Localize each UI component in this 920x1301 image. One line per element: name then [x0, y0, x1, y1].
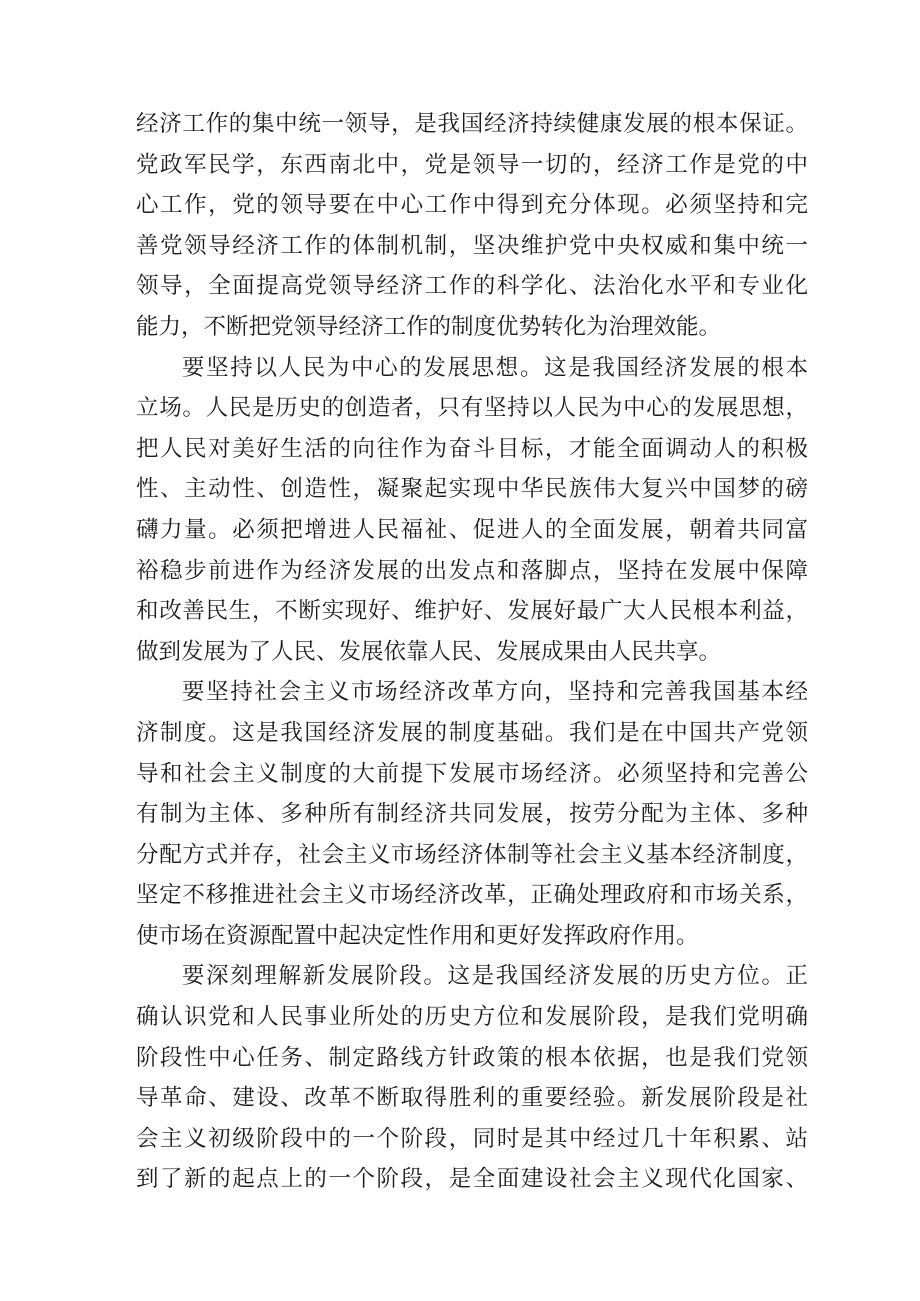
paragraph-1: [136, 104, 808, 348]
text-line: 坚定不移推进社会主义市场经济改革，正确处理政府和市场关系，: [136, 882, 808, 909]
text-line: 要深刻理解新发展阶段。这是我国经济发展的历史方位。正: [182, 963, 808, 990]
text-line: 善党领导经济工作的体制机制，坚决维护党中央权威和集中统一: [136, 232, 808, 259]
text-line: 性、主动性、创造性，凝聚起实现中华民族伟大复兴中国梦的磅: [136, 476, 808, 503]
text-line: 立场。人民是历史的创造者，只有坚持以人民为中心的发展思想，: [136, 395, 808, 422]
text-line: 有制为主体、多种所有制经济共同发展，按劳分配为主体、多种: [136, 801, 808, 828]
text-line: 领导，全面提高党领导经济工作的科学化、法治化水平和专业化: [136, 273, 808, 300]
text-line: 分配方式并存，社会主义市场经济体制等社会主义基本经济制度，: [136, 841, 808, 868]
text-line: 会主义初级阶段中的一个阶段，同时是其中经过几十年积累、站: [136, 1125, 808, 1152]
paragraph-2: [136, 348, 808, 673]
text-line: 确认识党和人民事业所处的历史方位和发展阶段，是我们党明确: [136, 1004, 808, 1031]
text-line: 心工作，党的领导要在中心工作中得到充分体现。必须坚持和完: [136, 192, 808, 219]
text-line: 和改善民生，不断实现好、维护好、发展好最广大人民根本利益，: [136, 598, 808, 625]
text-line: 导和社会主义制度的大前提下发展市场经济。必须坚持和完善公: [136, 760, 808, 787]
paragraph-3: [136, 672, 808, 956]
text-line: 到了新的起点上的一个阶段，是全面建设社会主义现代化国家、: [136, 1166, 808, 1193]
text-line: 礴力量。必须把增进人民福祉、促进人的全面发展，朝着共同富: [136, 516, 808, 543]
text-line: 经济工作的集中统一领导，是我国经济持续健康发展的根本保证。: [136, 111, 808, 137]
text-line: 阶段性中心任务、制定路线方针政策的根本依据，也是我们党领: [136, 1044, 808, 1071]
text-line: 济制度。这是我国经济发展的制度基础。我们是在中国共产党领: [136, 719, 808, 746]
text-line: 要坚持社会主义市场经济改革方向，坚持和完善我国基本经: [182, 679, 808, 706]
text-line: 导革命、建设、改革不断取得胜利的重要经验。新发展阶段是社: [136, 1085, 808, 1112]
text-line: 要坚持以人民为中心的发展思想。这是我国经济发展的根本: [182, 354, 808, 381]
text-line: 把人民对美好生活的向往作为奋斗目标，才能全面调动人的积极: [136, 435, 808, 462]
text-line: 使市场在资源配置中起决定性作用和更好发挥政府作用。: [136, 922, 699, 949]
paragraph-4: [136, 956, 808, 1200]
text-line: 做到发展为了人民、发展依靠人民、发展成果由人民共享。: [136, 638, 722, 665]
document-body: [136, 104, 808, 1200]
text-line: 裕稳步前进作为经济发展的出发点和落脚点，坚持在发展中保障: [136, 557, 808, 584]
text-line: 党政军民学，东西南北中，党是领导一切的，经济工作是党的中: [136, 151, 808, 178]
text-line: 能力，不断把党领导经济工作的制度优势转化为治理效能。: [136, 313, 722, 340]
